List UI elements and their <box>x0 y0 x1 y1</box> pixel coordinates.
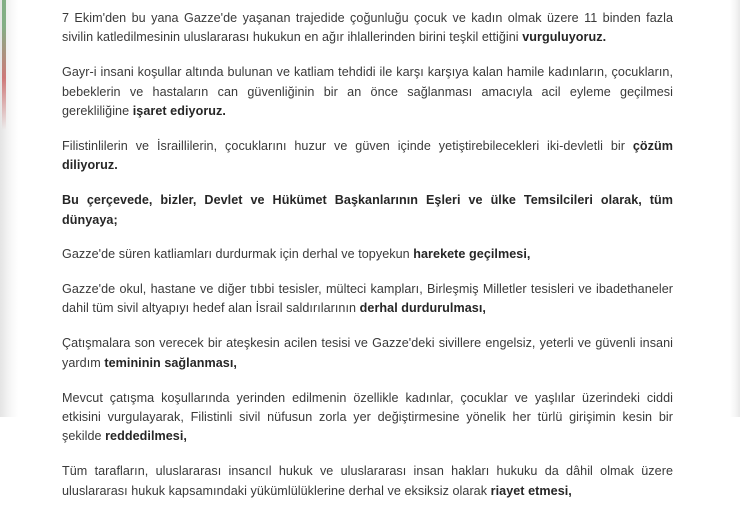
paragraph-text: Tüm tarafların, uluslararası insancıl hukuk ve uluslararası insan hakları hukuku da dâhil olmak üzere uluslararası hukuk kapsamındaki yükümlülüklerine derhal ve eksiksiz olarak <box>62 464 673 498</box>
paragraph-displacement <box>62 389 673 447</box>
paragraph-emphasis: işaret ediyoruz. <box>132 103 226 118</box>
paragraph-text: 7 Ekim'den bu yana Gazze'de yaşanan trajedide çoğunluğu çocuk ve kadın olmak üzere 11 binden fazla sivilin katledilmesinin uluslararası hukukun en ağır ihlallerinden birini teşkil ettiğini <box>62 11 673 45</box>
document-body <box>62 9 673 517</box>
paragraph-emphasis: Bu çerçevede, bizler, Devlet ve Hükümet Başkanlarının Eşleri ve ülke Temsilcileri olarak, tüm dünyaya; <box>62 193 673 227</box>
paragraph-international-law <box>62 462 673 500</box>
paragraph-emphasis: çözüm diliyoruz. <box>62 139 673 173</box>
paragraph-text: Çatışmalara son verecek bir ateşkesin acilen tesisi ve Gazze'deki sivillere engelsiz, yeterli ve güvenli insani yardım <box>62 336 673 370</box>
paragraph-ceasefire-aid <box>62 334 673 372</box>
paragraph-civil-infrastructure <box>62 280 673 318</box>
paragraph-call-intro <box>62 191 673 229</box>
paragraph-emphasis: vurguluyoruz. <box>522 30 607 45</box>
paragraph-emphasis: reddedilmesi, <box>105 429 187 444</box>
page-edge-shadow-right <box>730 0 740 417</box>
paragraph-text: Filistinlilerin ve İsraillilerin, çocuklarını huzur ve güven içinde yetiştirebilecekleri iki-devletli bir <box>62 139 633 154</box>
paragraph-casualties <box>62 9 673 47</box>
paragraph-emphasis: riayet etmesi, <box>490 483 572 498</box>
paragraph-pregnant-women <box>62 63 673 121</box>
paragraph-text: Mevcut çatışma koşullarında yerinden edilmenin özellikle kadınlar, çocuklar ve yaşlılar üzerindeki ciddi etkisini vurgulayarak, Filistinli sivil nüfusun zorla yer değiştirmesine yönelik her türlü girişimin kesin bir şekilde <box>62 390 673 444</box>
page-edge-accent <box>2 0 6 130</box>
paragraph-emphasis: derhal durdurulması, <box>359 301 486 316</box>
paragraph-text: Gayr-i insani koşullar altında bulunan ve katliam tehdidi ile karşı karşıya kalan hamile kadınların, çocukların, bebeklerin ve hastaların can güvenliğinin bir an önce sağlanması amacıyla acil eyleme geçilmesi gerekliliğine <box>62 65 673 118</box>
paragraph-two-state <box>62 137 673 175</box>
paragraph-emphasis: harekete geçilmesi, <box>413 246 531 261</box>
paragraph-text: Gazze'de süren katliamları durdurmak için derhal ve topyekun <box>62 246 414 261</box>
paragraph-stop-massacres <box>62 245 673 264</box>
paragraph-text: Gazze'de okul, hastane ve diğer tıbbi tesisler, mülteci kampları, Birleşmiş Milletler tesisleri ve ibadethaneler dahil tüm sivil altyapıyı hedef alan İsrail saldırılarının <box>62 282 673 316</box>
paragraph-emphasis: temininin sağlanması, <box>104 355 237 370</box>
